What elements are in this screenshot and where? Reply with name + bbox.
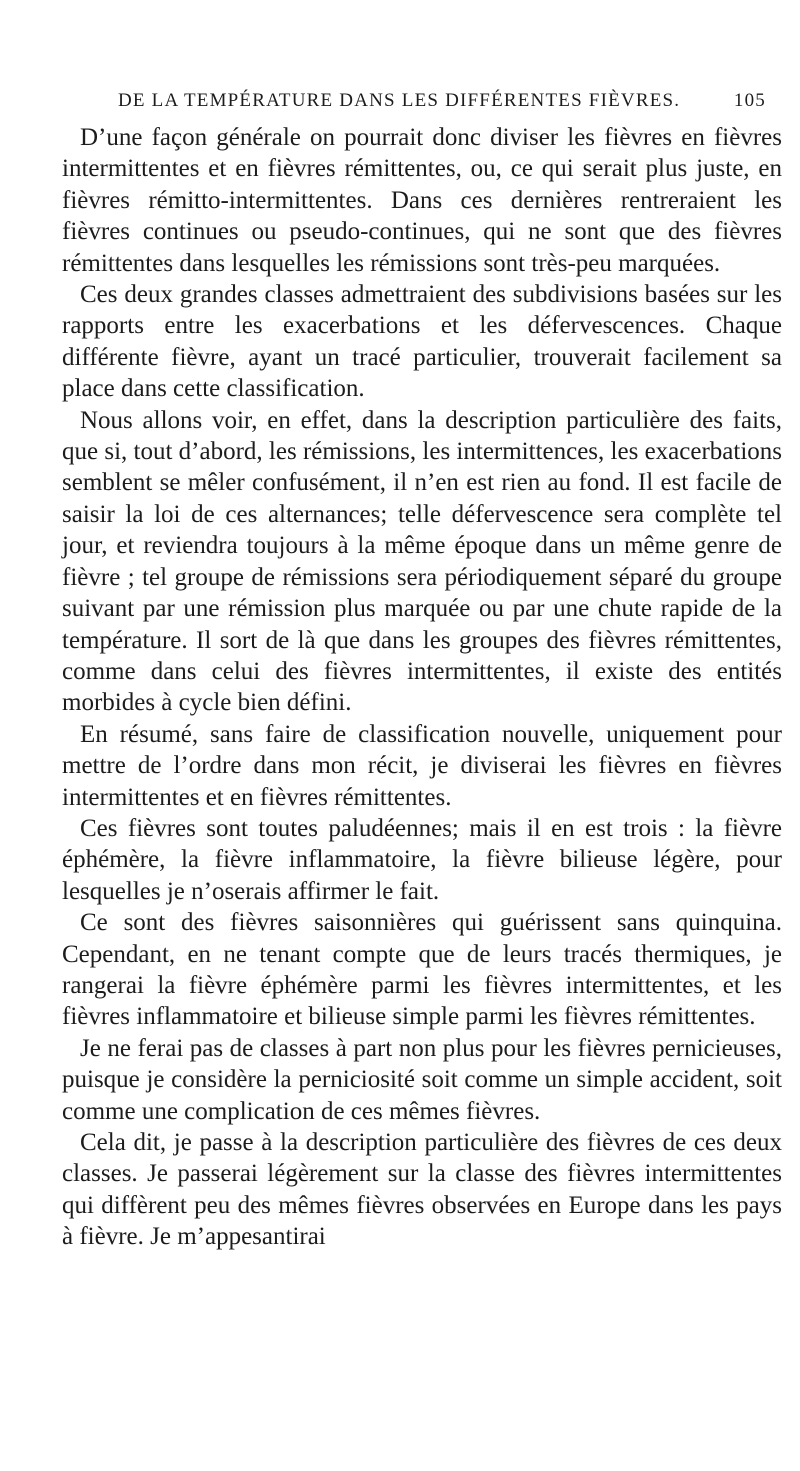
paragraph: Nous allons voir, en effet, dans la description particulière des faits, que si, tout d’abord, les rémissions, les intermittences, les exacerbations semblent se mêler confusément, il n’en est rien au fond. Il est facile de saisir la loi de ces alternances; telle défervescence sera complète tel jour, et reviendra toujours à la même époque dans un même genre de fièvre ; tel groupe de rémissions sera périodiquement séparé du groupe suivant par une rémission plus marquée ou par une chute rapide de la température. Il sort de là que dans les groupes des fièvres rémittentes, comme dans celui des fièvres intermittentes, il existe des entités morbides à cycle bien défini. <box>62 406 782 717</box>
body-text <box>62 122 782 1253</box>
paragraph: Je ne ferai pas de classes à part non plus pour les fièvres pernicieuses, puisque je considère la perniciosité soit comme un simple accident, soit comme une complication de ces mêmes fièvres. <box>62 1034 782 1125</box>
paragraph: D’une façon générale on pourrait donc diviser les fièvres en fièvres intermittentes et en fièvres rémittentes, ou, ce qui serait plus juste, en fièvres rémitto-intermittentes. Dans ces dernières rentreraient les fièvres continues ou pseudo-continues, qui ne sont que des fièvres rémittentes dans lesquelles les rémissions sont très-peu marquées. <box>62 124 782 277</box>
paragraph: Ce sont des fièvres saisonnières qui guérissent sans quinquina. Cependant, en ne tenant compte que de leurs tracés thermiques, je rangerai la fièvre éphémère parmi les fièvres intermittentes, et les fièvres inflammatoire et bilieuse simple parmi les fièvres rémittentes. <box>62 909 782 1031</box>
paragraph: En résumé, sans faire de classification nouvelle, uniquement pour mettre de l’ordre dans mon récit, je diviserai les fièvres en fièvres intermittentes et en fièvres rémittentes. <box>62 720 782 811</box>
paragraph: Ces fièvres sont toutes paludéennes; mais il en est trois : la fièvre éphémère, la fièvre inflammatoire, la fièvre bilieuse légère, pour lesquelles je n’oserais affirmer le fait. <box>62 814 782 905</box>
paragraph: Ces deux grandes classes admettraient des subdivisions basées sur les rapports entre les exacerbations et les défervescences. Chaque différente fièvre, ayant un tracé particulier, trouverait facilement sa place dans cette classification. <box>62 281 782 403</box>
paragraph: Cela dit, je passe à la description particulière des fièvres de ces deux classes. Je passerai légèrement sur la classe des fièvres intermittentes qui diffèrent peu des mêmes fièvres observées en Europe dans les pays à fièvre. Je m’appesantirai <box>62 1129 782 1251</box>
page-number: 105 <box>733 90 766 111</box>
running-title: DE LA TEMPÉRATURE DANS LES DIFFÉRENTES FIÈVRES. <box>118 90 681 111</box>
